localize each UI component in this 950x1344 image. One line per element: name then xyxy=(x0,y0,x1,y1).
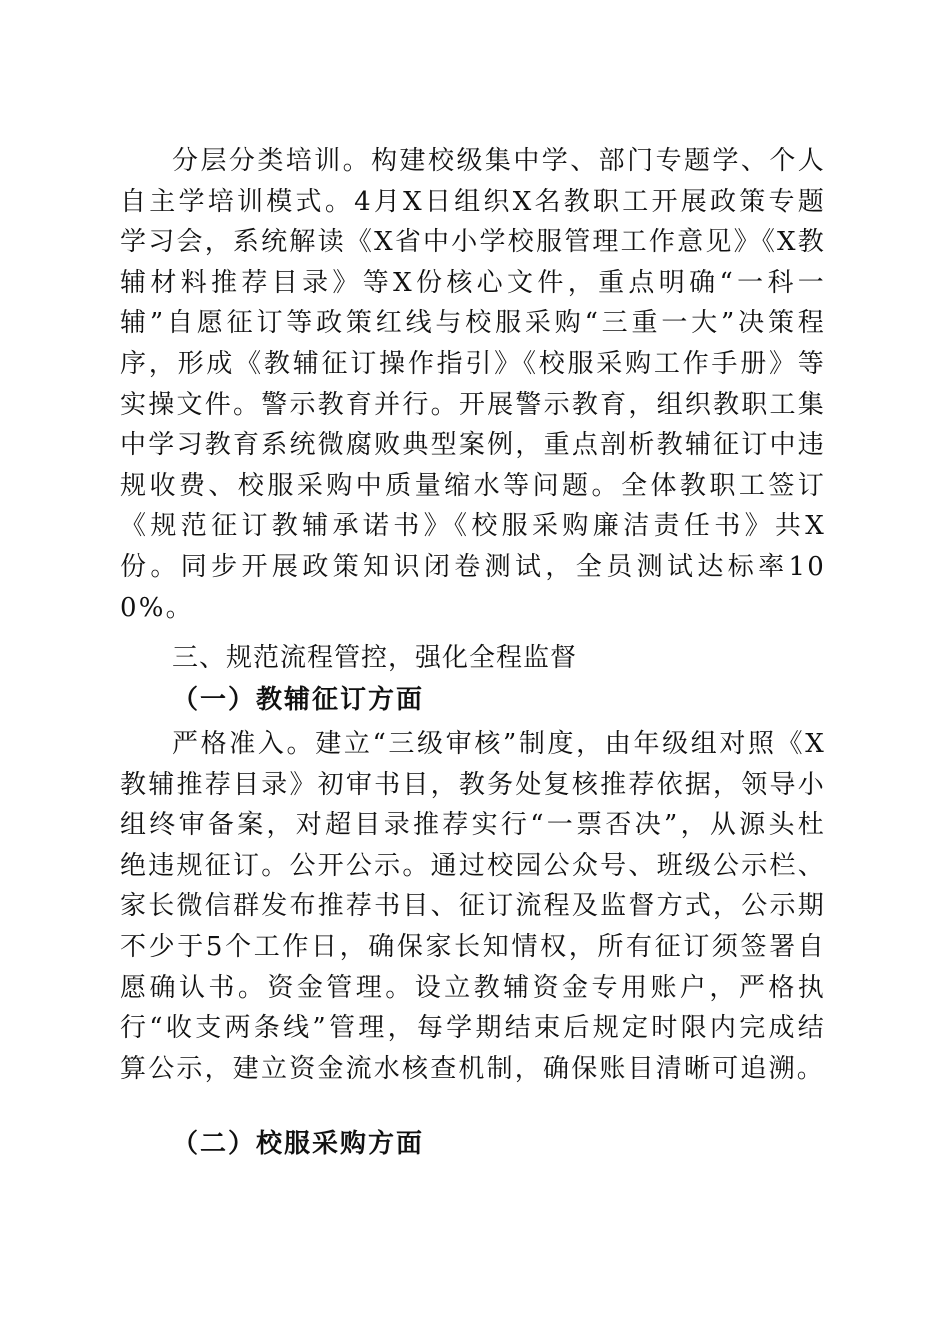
section-heading-3: 三、规范流程管控，强化全程监督 xyxy=(172,643,578,673)
body-paragraph-training: 分层分类培训。构建校级集中学、部门专题学、个人自主学培训模式。4月X日组织X名教职工开展政策专题学习会，系统解读《X省中小学校服管理工作意见》《X教辅材料推荐目录》等X份核心文件，重点明确“一科一辅”自愿征订等政策红线与校服采购“三重一大”决策程序，形成《教辅征订操作指引》《校服采购工作手册》等实操文件。警示教育并行。开展警示教育，组织教职工集中学习教育系统微腐败典型案例，重点剖析教辅征订中违规收费、校服采购中质量缩水等问题。全体教职工签订《规范征订教辅承诺书》《校服采购廉洁责任书》共X份。同步开展政策知识闭卷测试，全员测试达标率100%。 xyxy=(120,146,826,623)
subsection-heading-textbooks: （一）教辅征订方面 xyxy=(172,685,425,715)
body-paragraph-textbooks: 严格准入。建立“三级审核”制度，由年级组对照《X教辅推荐目录》初审书目，教务处复核推荐依据，领导小组终审备案，对超目录推荐实行“一票否决”，从源头杜绝违规征订。公开公示。通过校园公众号、班级公示栏、家长微信群发布推荐书目、征订流程及监督方式，公示期不少于5个工作日，确保家长知情权，所有征订须签署自愿确认书。资金管理。设立教辅资金专用账户，严格执行“收支两条线”管理，每学期结束后规定时限内完成结算公示，建立资金流水核查机制，确保账目清晰可追溯。 xyxy=(120,729,826,1084)
subsection-heading-uniforms: （二）校服采购方面 xyxy=(172,1129,425,1159)
